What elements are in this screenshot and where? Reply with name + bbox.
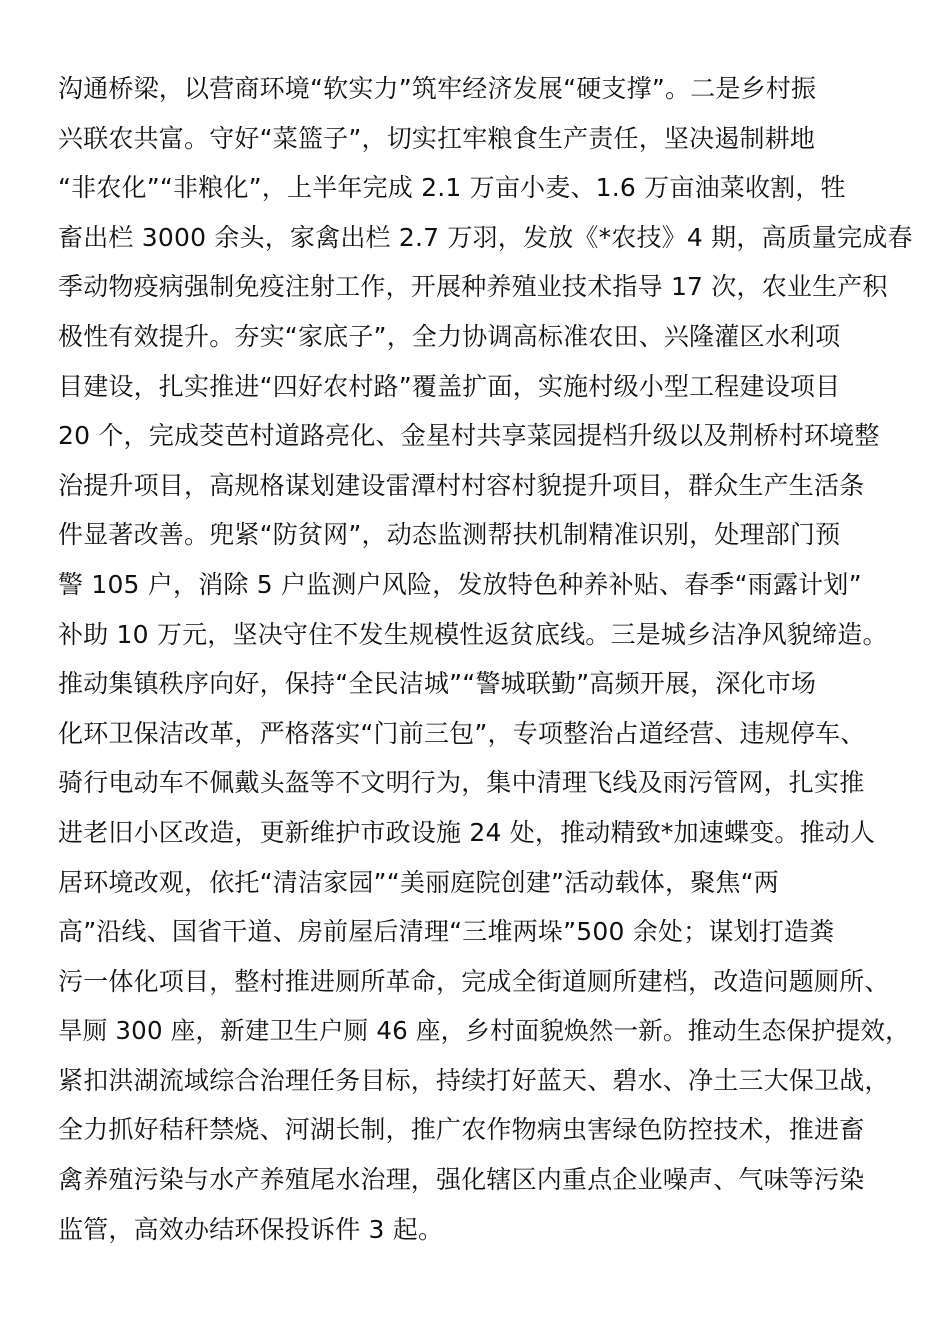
body-paragraph: [58, 64, 918, 1254]
text-line: 件显著改善。兜紧“防贫网”，动态监测帮扶机制精准识别，处理部门预: [58, 520, 841, 550]
text-line: 目建设，扎实推进“四好农村路”覆盖扩面，实施村级小型工程建设项目: [58, 371, 841, 401]
text-line: 高”沿线、国省干道、房前屋后清理“三堆两垛”500 余处；谋划打造粪: [58, 917, 835, 947]
text-line: 极性有效提升。夯实“家底子”，全力协调高标准农田、兴隆灌区水利项: [58, 321, 841, 351]
text-line: 全力抓好秸秆禁烧、河湖长制，推广农作物病虫害绿色防控技术，推进畜: [58, 1115, 865, 1145]
text-line: 旱厕 300 座，新建卫生户厕 46 座，乡村面貌焕然一新。推动生态保护提效，: [58, 1016, 910, 1046]
text-line: 治提升项目，高规格谋划建设雷潭村村容村貌提升项目，群众生产生活条: [58, 470, 865, 500]
text-line: 兴联农共富。守好“菜篮子”，切实扛牢粮食生产责任，坚决遏制耕地: [58, 123, 816, 153]
text-line: 紧扣洪湖流域综合治理任务目标，持续打好蓝天、碧水、净土三大保卫战，: [58, 1065, 890, 1095]
text-line: 补助 10 万元，坚决守住不发生规模性返贫底线。三是城乡洁净风貌缔造。: [58, 619, 888, 649]
text-line: 污一体化项目，整村推进厕所革命，完成全街道厕所建档，改造问题厕所、: [58, 966, 890, 996]
text-line: 20 个，完成茭芭村道路亮化、金星村共享菜园提档升级以及荆桥村环境整: [58, 421, 880, 451]
text-line: 沟通桥梁，以营商环境“软实力”筑牢经济发展“硬支撑”。二是乡村振: [58, 74, 817, 103]
text-line: 畜出栏 3000 余头，家禽出栏 2.7 万羽，发放《*农技》4 期，高质量完成春: [58, 222, 913, 252]
text-line: “非农化”“非粮化”，上半年完成 2.1 万亩小麦、1.6 万亩油菜收割，牲: [58, 173, 846, 203]
text-line: 化环卫保洁改革，严格落实“门前三包”，专项整治占道经营、违规停车、: [58, 718, 866, 748]
text-line: 季动物疫病强制免疫注射工作，开展种养殖业技术指导 17 次，农业生产积: [58, 272, 888, 302]
text-line: 监管，高效办结环保投诉件 3 起。: [58, 1214, 444, 1244]
text-line: 警 105 户，消除 5 户监测户风险，发放特色种养补贴、春季“雨露计划”: [58, 569, 862, 599]
text-line: 禽养殖污染与水产养殖尾水治理，强化辖区内重点企业噪声、气味等污染: [58, 1165, 865, 1195]
text-line: 推动集镇秩序向好，保持“全民洁城”“警城联勤”高频开展，深化市场: [58, 669, 817, 699]
text-line: 进老旧小区改造，更新维护市政设施 24 处，推动精致*加速蝶变。推动人: [58, 817, 876, 847]
text-line: 居环境改观，依托“清洁家园”“美丽庭院创建”活动载体，聚焦“两: [58, 867, 779, 897]
text-line: 骑行电动车不佩戴头盔等不文明行为，集中清理飞线及雨污管网，扎实推: [58, 768, 865, 798]
